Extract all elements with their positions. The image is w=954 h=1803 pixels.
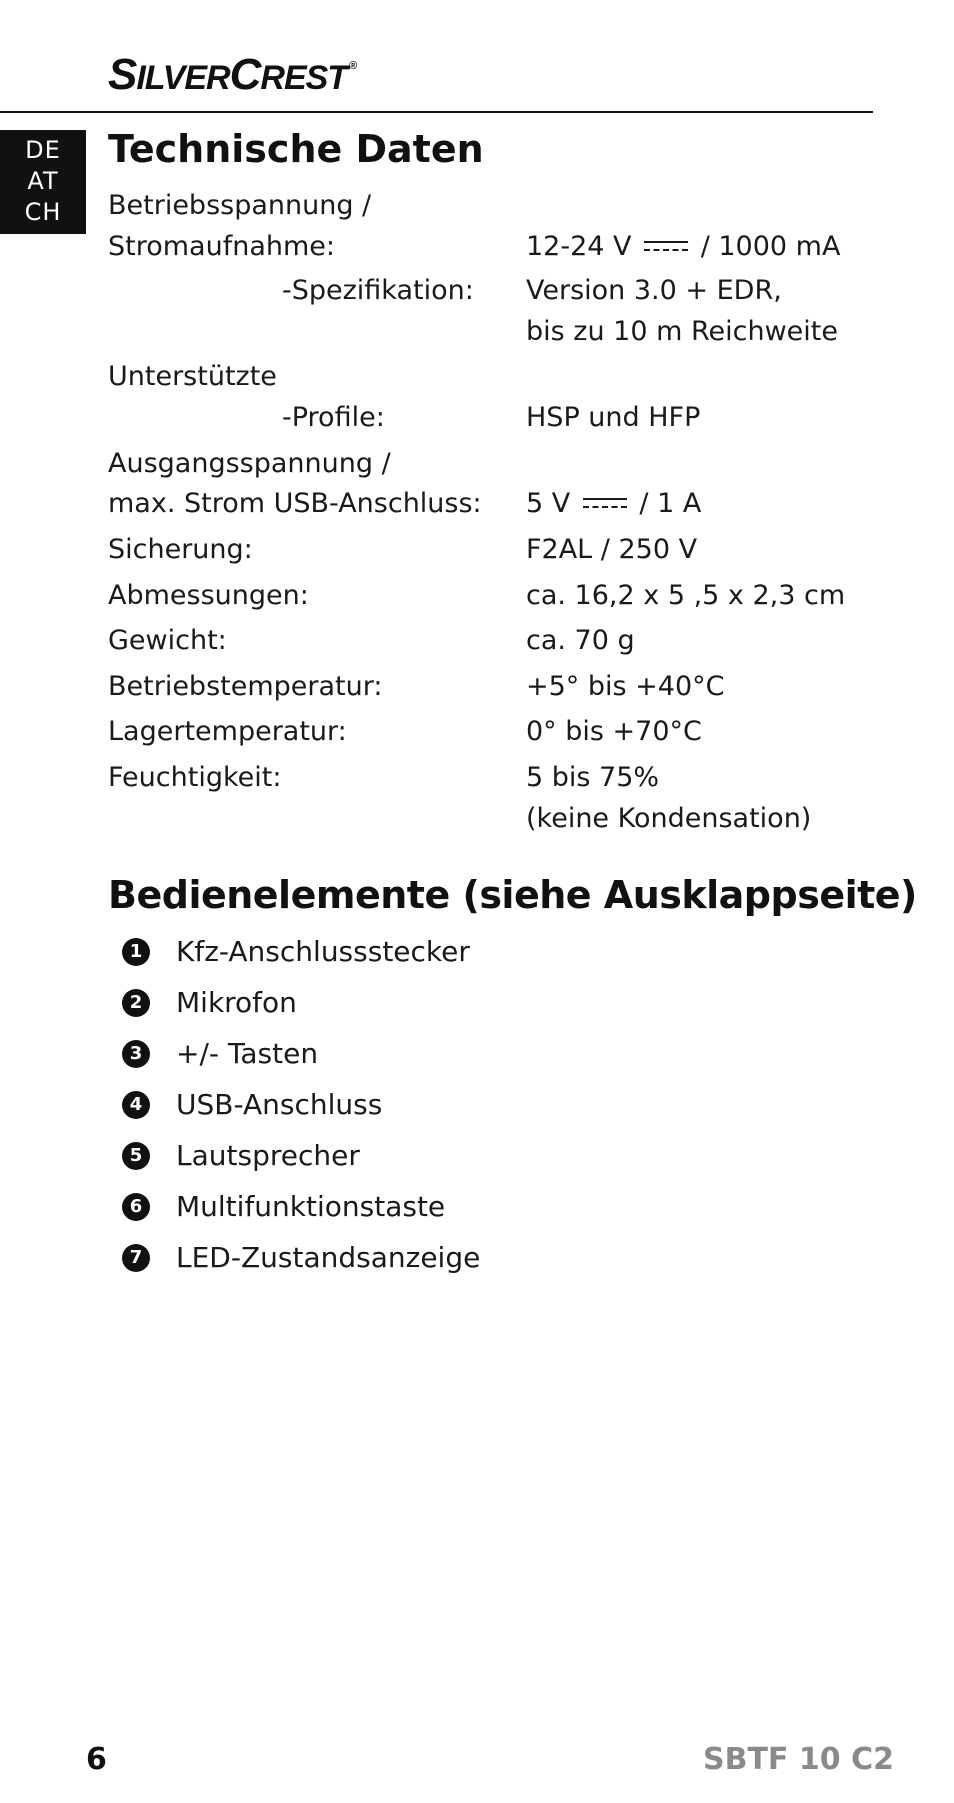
dc-symbol-icon [644,241,688,255]
item-number-icon: 4 [122,1091,150,1119]
spec-value-voltage: 12-24 V [526,231,632,262]
lang-de: DE [25,136,61,164]
spec-value: Version 3.0 + EDR, [526,275,782,306]
spec-value-current: / 1000 mA [700,231,841,262]
spec-label: Sicherung: [108,534,253,565]
list-item: LED-Zustandsanzeige [176,1241,481,1274]
model-number: SBTF 10 C2 [703,1742,894,1777]
spec-value: +5° bis +40°C [526,671,725,702]
technical-data-heading: Technische Daten [108,127,484,171]
spec-value: F2AL / 250 V [526,534,698,565]
item-number-icon: 5 [122,1142,150,1170]
lang-at: AT [27,167,59,195]
item-number-icon: 1 [122,938,150,966]
spec-label: Lagertemperatur: [108,716,347,747]
spec-value: bis zu 10 m Reichweite [526,316,838,347]
spec-value: ca. 16,2 x 5 ,5 x 2,3 cm [526,580,846,611]
spec-label: -Spezifikation: [282,275,474,306]
page-number: 6 [86,1742,107,1777]
spec-value: 5 bis 75% [526,762,660,793]
spec-value [526,484,701,524]
list-item: Lautsprecher [176,1139,360,1172]
spec-label: Feuchtigkeit: [108,762,282,793]
spec-label: Gewicht: [108,625,227,656]
list-item: Kfz-Anschlussstecker [176,935,470,968]
controls-heading: Bedienelemente (siehe Ausklappseite) [108,873,917,917]
spec-value-voltage: 5 V [526,488,571,519]
lang-ch: CH [24,198,62,226]
spec-label: -Profile: [282,402,385,433]
spec-label: Betriebstemperatur: [108,671,383,702]
item-number-icon: 7 [122,1244,150,1272]
header-rule [0,111,873,113]
item-number-icon: 2 [122,989,150,1017]
list-item: Mikrofon [176,986,297,1019]
spec-label: Betriebsspannung / [108,190,372,221]
spec-value: ca. 70 g [526,625,635,656]
spec-value: HSP und HFP [526,402,701,433]
list-item: USB-Anschluss [176,1088,383,1121]
spec-value: 0° bis +70°C [526,716,702,747]
language-tab [0,130,86,234]
dc-symbol-icon [583,498,627,512]
spec-label: Ausgangsspannung / [108,448,391,479]
list-item: +/- Tasten [176,1037,319,1070]
spec-label: Unterstützte [108,361,277,392]
spec-value-current: / 1 A [639,488,702,519]
item-number-icon: 6 [122,1193,150,1221]
silvercrest-logo: SILVERCREST ® [108,50,357,99]
spec-label: Abmessungen: [108,580,309,611]
list-item: Multifunktionstaste [176,1190,446,1223]
item-number-icon: 3 [122,1040,150,1068]
spec-value: (keine Kondensation) [526,803,812,834]
spec-label: max. Strom USB-Anschluss: [108,488,482,519]
spec-label: Stromaufnahme: [108,231,335,262]
spec-value [526,227,840,267]
